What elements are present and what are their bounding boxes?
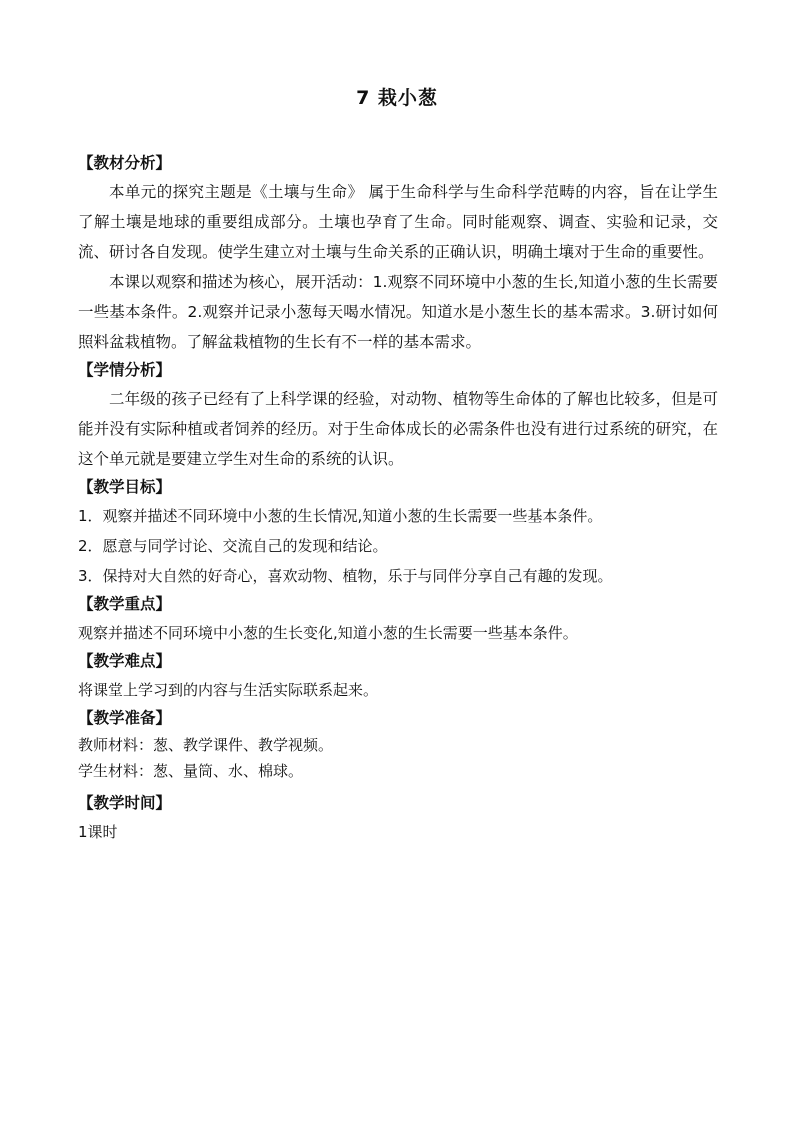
- section-key-points: [78, 591, 718, 648]
- document-body: [78, 150, 718, 847]
- paragraph: 二年级的孩子已经有了上科学课的经验，对动物、植物等生命体的了解也比较多，但是可能并没有实际种植或者饲养的经历。对于生命体成长的必需条件也没有进行过系统的研究，在这个单元就是要建立学生对生命的系统的认识。: [78, 390, 718, 468]
- section-heading: 【教学难点】: [78, 652, 172, 670]
- page-title: 7 栽小葱: [356, 87, 438, 109]
- section-teaching-goals: [78, 474, 718, 591]
- teacher-materials: 教师材料：葱、教学课件、教学视频。: [78, 736, 334, 754]
- list-item: 3．保持对大自然的好奇心，喜欢动物、植物，乐于与同伴分享自己有趣的发现。: [78, 567, 613, 585]
- paragraph: 本单元的探究主题是《土壤与生命》 属于生命科学与生命科学范畴的内容，旨在让学生了解土壤是地球的重要组成部分。土壤也孕育了生命。同时能观察、调查、实验和记录，交流、研讨各自发现。使学生建立对土壤与生命关系的正确认识，明确土壤对于生命的重要性。: [78, 183, 718, 261]
- section-heading: 【教学目标】: [78, 478, 172, 496]
- section-preparation: [78, 705, 718, 784]
- list-item: 2．愿意与同学讨论、交流自己的发现和结论。: [78, 537, 388, 555]
- section-text: 将课堂上学习到的内容与生活实际联系起来。: [78, 681, 379, 699]
- section-text: 1课时: [78, 823, 118, 841]
- section-heading: 【教学重点】: [78, 595, 172, 613]
- section-textbook-analysis: [78, 150, 718, 357]
- section-difficulties: [78, 648, 718, 705]
- section-text: 观察并描述不同环境中小葱的生长变化,知道小葱的生长需要一些基本条件。: [78, 624, 578, 642]
- section-heading: 【教材分析】: [78, 154, 172, 172]
- student-materials: 学生材料：葱、量筒、水、棉球。: [78, 762, 304, 780]
- paragraph: 本课以观察和描述为核心，展开活动：1.观察不同环境中小葱的生长,知道小葱的生长需要一些基本条件。2.观察并记录小葱每天喝水情况。知道水是小葱生长的基本需求。3.研讨如何照料盆栽植物。了解盆栽植物的生长有不一样的基本需求。: [78, 273, 718, 351]
- list-item: 1．观察并描述不同环境中小葱的生长情况,知道小葱的生长需要一些基本条件。: [78, 507, 603, 525]
- section-heading: 【教学准备】: [78, 709, 172, 727]
- section-heading: 【教学时间】: [78, 794, 172, 812]
- section-heading: 【学情分析】: [78, 361, 172, 379]
- section-teaching-time: [78, 790, 718, 847]
- section-learner-analysis: [78, 357, 718, 474]
